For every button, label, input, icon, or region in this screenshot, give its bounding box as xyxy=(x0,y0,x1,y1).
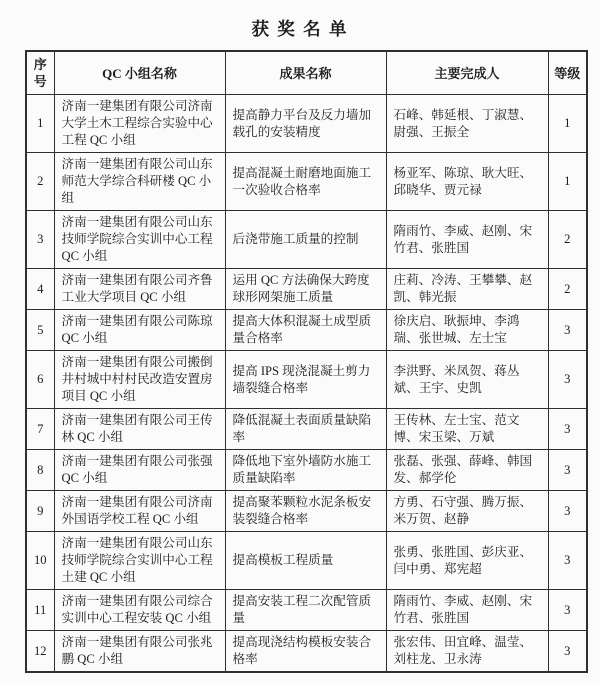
group-name-cell: 济南一建集团有限公司济南大学土木工程综合实验中心工程 QC 小组 xyxy=(54,95,225,153)
table-body xyxy=(26,95,587,673)
serial-cell: 4 xyxy=(26,269,54,310)
grade-cell: 3 xyxy=(548,409,587,450)
contributors-cell: 隋雨竹、李威、赵刚、宋竹君、张胜国 xyxy=(386,590,548,631)
group-name-cell: 济南一建集团有限公司搬倒井村城中村村民改造安置房项目 QC 小组 xyxy=(54,351,225,409)
table-row xyxy=(26,631,587,673)
achievement-cell: 降低混凝土表面质量缺陷率 xyxy=(225,409,386,450)
grade-cell: 3 xyxy=(548,631,587,673)
table-row xyxy=(26,491,587,532)
contributors-cell: 王传林、左士宝、范文博、宋玉梁、万斌 xyxy=(386,409,548,450)
serial-cell: 5 xyxy=(26,310,54,351)
serial-cell: 7 xyxy=(26,409,54,450)
serial-cell: 11 xyxy=(26,590,54,631)
group-name-cell: 济南一建集团有限公司济南外国语学校工程 QC 小组 xyxy=(54,491,225,532)
table-row xyxy=(26,211,587,269)
grade-cell: 3 xyxy=(548,450,587,491)
table-row xyxy=(26,153,587,211)
achievement-cell: 提高静力平台及反力墙加载孔的安装精度 xyxy=(225,95,386,153)
grade-cell: 1 xyxy=(548,153,587,211)
serial-cell: 9 xyxy=(26,491,54,532)
header-grade: 等级 xyxy=(548,51,587,95)
grade-cell: 2 xyxy=(548,269,587,310)
grade-cell: 3 xyxy=(548,310,587,351)
serial-cell: 12 xyxy=(26,631,54,673)
grade-cell: 3 xyxy=(548,351,587,409)
grade-cell: 3 xyxy=(548,590,587,631)
contributors-cell: 方勇、石守强、腾万振、米万贺、赵静 xyxy=(386,491,548,532)
achievement-cell: 提高混凝土耐磨地面施工一次验收合格率 xyxy=(225,153,386,211)
table-row xyxy=(26,95,587,153)
page-title: 获 奖 名 单 xyxy=(251,19,349,39)
table-row xyxy=(26,310,587,351)
header-serial: 序号 xyxy=(26,51,54,95)
table-row xyxy=(26,590,587,631)
table-row xyxy=(26,532,587,590)
contributors-cell: 杨亚军、陈琼、耿大旺、邱晓华、贾元禄 xyxy=(386,153,548,211)
serial-cell: 8 xyxy=(26,450,54,491)
achievement-cell: 运用 QC 方法确保大跨度球形网架施工质量 xyxy=(225,269,386,310)
achievement-cell: 提高安装工程二次配管质量 xyxy=(225,590,386,631)
group-name-cell: 济南一建集团有限公司张兆鹏 QC 小组 xyxy=(54,631,225,673)
group-name-cell: 济南一建集团有限公司综合实训中心工程安装 QC 小组 xyxy=(54,590,225,631)
table-row xyxy=(26,351,587,409)
contributors-cell: 张磊、张强、薛峰、韩国发、郝学伦 xyxy=(386,450,548,491)
header-achievement-name: 成果名称 xyxy=(225,51,386,95)
group-name-cell: 济南一建集团有限公司王传林 QC 小组 xyxy=(54,409,225,450)
award-table xyxy=(25,50,588,673)
group-name-cell: 济南一建集团有限公司齐鲁工业大学项目 QC 小组 xyxy=(54,269,225,310)
table-header xyxy=(26,51,587,95)
contributors-cell: 张勇、张胜国、彭庆亚、闫中勇、郑宪超 xyxy=(386,532,548,590)
achievement-cell: 降低地下室外墙防水施工质量缺陷率 xyxy=(225,450,386,491)
serial-cell: 1 xyxy=(26,95,54,153)
serial-cell: 6 xyxy=(26,351,54,409)
contributors-cell: 庄莉、冷涛、王攀攀、赵凯、韩光振 xyxy=(386,269,548,310)
header-main-contributors: 主要完成人 xyxy=(386,51,548,95)
achievement-cell: 提高大体积混凝土成型质量合格率 xyxy=(225,310,386,351)
table-row xyxy=(26,409,587,450)
group-name-cell: 济南一建集团有限公司山东技师学院综合实训中心工程 QC 小组 xyxy=(54,211,225,269)
grade-cell: 3 xyxy=(548,532,587,590)
serial-cell: 10 xyxy=(26,532,54,590)
group-name-cell: 济南一建集团有限公司山东师范大学综合科研楼 QC 小组 xyxy=(54,153,225,211)
table-row xyxy=(26,269,587,310)
table-row xyxy=(26,450,587,491)
contributors-cell: 张宏伟、田宜峰、温莹、刘柱龙、卫永涛 xyxy=(386,631,548,673)
group-name-cell: 济南一建集团有限公司陈琼 QC 小组 xyxy=(54,310,225,351)
header-group-name: QC 小组名称 xyxy=(54,51,225,95)
achievement-cell: 提高模板工程质量 xyxy=(225,532,386,590)
achievement-cell: 提高现浇结构模板安装合格率 xyxy=(225,631,386,673)
group-name-cell: 济南一建集团有限公司山东技师学院综合实训中心工程土建 QC 小组 xyxy=(54,532,225,590)
grade-cell: 1 xyxy=(548,95,587,153)
grade-cell: 3 xyxy=(548,491,587,532)
achievement-cell: 提高 IPS 现浇混凝土剪力墙裂缝合格率 xyxy=(225,351,386,409)
contributors-cell: 李洪野、米凤贺、蒋丛斌、王宇、史凯 xyxy=(386,351,548,409)
achievement-cell: 提高聚苯颗粒水泥条板安装裂缝合格率 xyxy=(225,491,386,532)
serial-cell: 2 xyxy=(26,153,54,211)
grade-cell: 2 xyxy=(548,211,587,269)
contributors-cell: 徐庆启、耿振坤、李鸿瑞、张世城、左士宝 xyxy=(386,310,548,351)
contributors-cell: 隋雨竹、李威、赵刚、宋竹君、张胜国 xyxy=(386,211,548,269)
header-row xyxy=(26,51,587,95)
achievement-cell: 后浇带施工质量的控制 xyxy=(225,211,386,269)
group-name-cell: 济南一建集团有限公司张强 QC 小组 xyxy=(54,450,225,491)
contributors-cell: 石峰、韩延根、丁淑慧、尉强、王振全 xyxy=(386,95,548,153)
serial-cell: 3 xyxy=(26,211,54,269)
